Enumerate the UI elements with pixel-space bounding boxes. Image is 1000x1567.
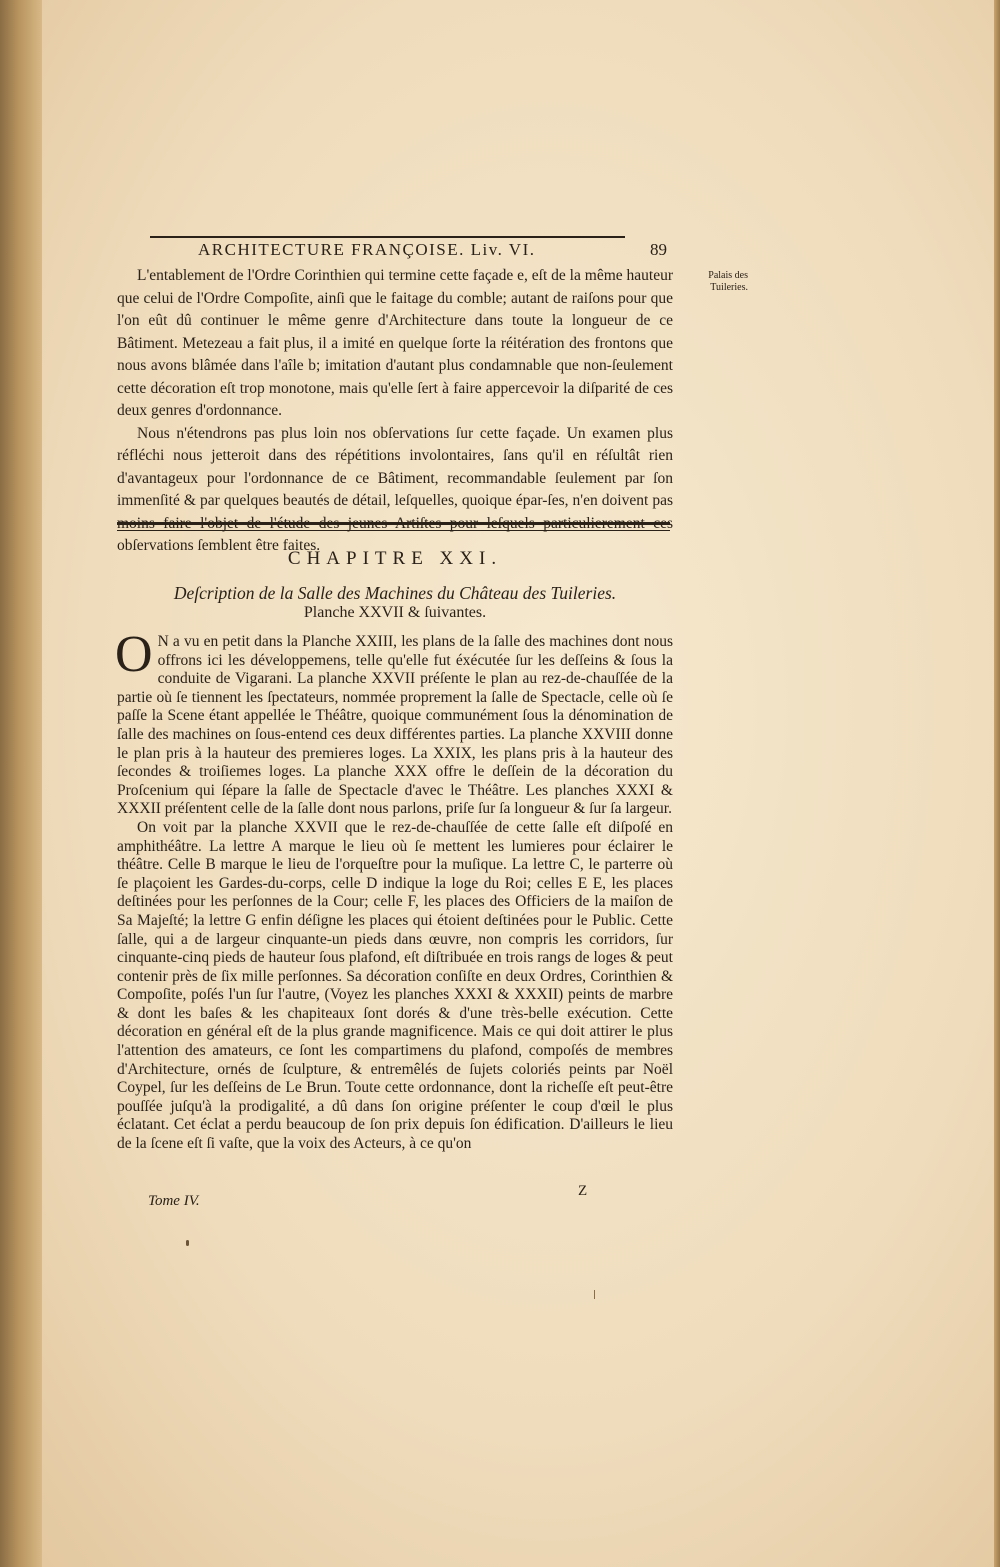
chapter-text: [115, 626, 673, 1154]
paper-speck: [594, 1290, 595, 1299]
paragraph-text: N a vu en petit dans la Planche XXIII, les plans de la ſalle des machines dont nous offrons ici les développemens, telle qu'elle fut éxécutée ſur les deſſeins & ſous la conduite de Vigarani. La planche XXVII préſente le plan au rez-de-chauſſée de la partie où ſe tiennent les ſpectateurs, nommée proprement la ſalle de Spectacle, celle où ſe paſſe la Scene étant appellée le Théâtre, quoique communément ſous la dénomination de ſalle des machines on ſous-entend ces deux différentes parties. La planche XXVIII donne le plan pris à la hauteur des premieres loges. La XXIX, les plans pris à la hauteur des ſecondes & troiſiemes loges. La planche XXX offre le deſſein de la décoration du Proſcenium qui ſépare la ſalle de Spectacle d'avec le Théâtre. Les planches XXXI & XXXII préſentent celle de la ſalle dont nous parlons, priſe ſur ſa longueur & ſur ſa largeur.: [117, 633, 673, 818]
page-edge: [994, 0, 1000, 1567]
margin-note: [668, 270, 748, 294]
section-rule: [117, 522, 670, 531]
drop-cap: O: [115, 626, 153, 683]
page-number: 89: [650, 240, 667, 259]
running-title: ARCHITECTURE FRANÇOISE. Liv. VI.: [198, 240, 536, 259]
paper-speck: [186, 1240, 189, 1246]
book-gutter: [0, 0, 42, 1567]
margin-note-line: Palais des: [708, 270, 748, 281]
volume-label: Tome IV.: [148, 1193, 200, 1209]
running-header: [150, 236, 625, 264]
chapter-plate-reference: Planche XXVII & ſuivantes.: [303, 604, 487, 621]
intro-text: [117, 265, 673, 558]
paragraph: [115, 626, 673, 819]
paragraph: Nous n'étendrons pas plus loin nos obſervations ſur cette façade. Un examen plus réfléchi nous jetteroit dans des répétitions involontaires, ſans qu'il en réſultât rien d'avantageux pour l'ordonnance de ce Bâtiment, recommandable ſeulement par ſon immenſité & par quelques beautés de détail, leſquelles, quoique épar-ſes, n'en doivent pas moins faire l'objet de l'étude des jeunes Artiſtes pour leſquels particulierement ces obſervations ſemblent être faites.: [117, 424, 673, 554]
paragraph: On voit par la planche XXVII que le rez-de-chauſſée de cette ſalle eſt diſpoſé en amphithéâtre. La lettre A marque le lieu où ſe mettent les lumieres pour éclairer le théâtre. Celle B marque le lieu de l'orqueſtre pour la muſique. La lettre C, le parterre où ſe plaçoient les Gardes-du-corps, celle D indique la loge du Roi; celles E E, les places deſtinées pour les perſonnes de la Cour; celle F, les places des Officiers de la maiſon de Sa Majeſté; la lettre G enfin déſigne les places qui étoient deſtinées pour le Public. Cette ſalle, qui a de largeur cinquante-un pieds dans œuvre, non compris les corridors, ſur cinquante-cinq pieds de hauteur ſous plafond, eſt diſtribuée en trois rangs de loges & peut contenir près de ſix mille perſonnes. Sa décoration conſiſte en deux Ordres, Corinthien & Compoſite, poſés l'un ſur l'autre, (Voyez les planches XXXI & XXXII) peints de marbre & dont les baſes & les chapiteaux ſont dorés & d'une très-belle exécution. Cette décoration en général eſt de la plus grande magnificence. Mais ce qui doit attirer le plus l'attention des amateurs, ce ſont les compartimens du plafond, compoſés de membres d'Architecture, ornés de ſculpture, & entremêlés de ſujets coloriés peints par Noël Coypel, ſur les deſſeins de Le Brun. Toute cette ordonnance, dont la richeſſe eſt peut-être pouſſée juſqu'à la prodigalité, a dû dans ſon origine préſenter le coup d'œil le plus éclatant. Cet éclat a perdu beaucoup de ſon prix depuis ſon édification. D'ailleurs le lieu de la ſcene eſt ſi vaſte, que la voix des Acteurs, à ce qu'on: [117, 818, 673, 1153]
paragraph: L'entablement de l'Ordre Corinthien qui termine cette façade e, eſt de la même hauteur que celui de l'Ordre Compoſite, ainſi que le faitage du comble; autant de raiſons pour que l'on eût dû continuer le même genre d'Architecture dans toute la longueur de ce Bâtiment. Metezeau a fait plus, il a imité en quelque ſorte la réitération des frontons que nous avons blâmée dans l'aîle b; imitation d'autant plus condamnable que non-ſeulement cette décoration eſt trop monotone, mais qu'elle ſert à faire appercevoir la diſparité de ces deux genres d'ordonnance.: [117, 267, 673, 419]
signature-mark: Z: [578, 1183, 588, 1199]
chapter-title: CHAPITRE XXI.: [287, 548, 503, 569]
margin-note-line: Tuileries.: [710, 282, 748, 293]
chapter-subtitle: Deſcription de la Salle des Machines du Château des Tuileries.: [173, 583, 617, 603]
